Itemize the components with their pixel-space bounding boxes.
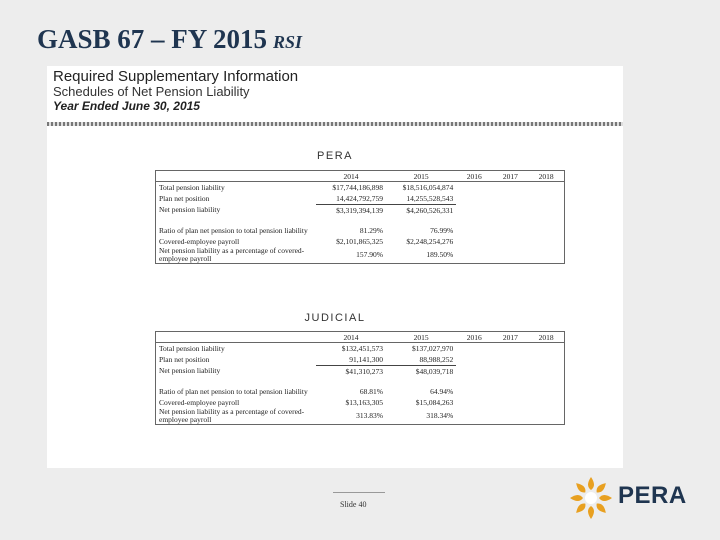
empty-year-cell	[456, 236, 492, 247]
spacer-row	[156, 377, 565, 386]
empty-year-cell	[492, 397, 528, 408]
column-header	[156, 171, 316, 182]
cell-y2014: $3,319,394,139	[336, 205, 384, 215]
row-label: Ratio of plan net pension to total pension liability	[159, 225, 308, 235]
empty-year-cell	[456, 193, 492, 205]
empty-year-cell	[456, 205, 492, 217]
row-label: Covered-employee payroll	[159, 397, 240, 407]
cell-y2014: 313.83%	[356, 411, 384, 420]
cell-y2014: 68.81%	[359, 386, 384, 396]
empty-year-cell	[528, 343, 564, 355]
cell-y2015: $18,516,054,874	[402, 182, 454, 192]
table-row	[156, 408, 565, 425]
table-row	[156, 354, 565, 366]
empty-year-cell	[492, 205, 528, 217]
cell-y2014: $132,451,573	[341, 343, 384, 353]
slide-number: Slide 40	[340, 500, 367, 509]
empty-year-cell	[456, 354, 492, 366]
table-header-row	[156, 171, 565, 182]
empty-year-cell	[528, 386, 564, 397]
row-label: Total pension liability	[159, 343, 225, 353]
cell-y2014: 157.90%	[356, 250, 384, 259]
column-header	[156, 332, 316, 343]
cell-y2014: $2,101,865,325	[336, 236, 384, 246]
cell-y2015: 189.50%	[426, 250, 454, 259]
document-header	[47, 66, 623, 113]
empty-year-cell	[492, 408, 528, 425]
column-header: 2016	[456, 171, 492, 182]
column-header: 2015	[386, 171, 456, 182]
empty-year-cell	[492, 193, 528, 205]
cell-y2015: 76.99%	[430, 225, 454, 235]
table-row	[156, 205, 565, 217]
column-header: 2015	[386, 332, 456, 343]
empty-year-cell	[456, 366, 492, 378]
cell-y2014: $41,310,273	[345, 366, 384, 376]
empty-year-cell	[492, 225, 528, 236]
table-row	[156, 247, 565, 264]
empty-year-cell	[456, 225, 492, 236]
empty-year-cell	[528, 193, 564, 205]
empty-year-cell	[492, 247, 528, 264]
cell-y2014: $17,744,186,898	[332, 182, 384, 192]
pera-sun-icon	[568, 475, 614, 521]
table-row	[156, 193, 565, 205]
spacer-row	[156, 216, 565, 225]
cell-y2015: $2,248,254,276	[406, 236, 454, 246]
empty-year-cell	[456, 386, 492, 397]
table-row	[156, 343, 565, 355]
empty-year-cell	[456, 247, 492, 264]
row-label: Net pension liability	[159, 205, 221, 215]
empty-year-cell	[528, 354, 564, 366]
footer-divider	[333, 492, 385, 493]
empty-year-cell	[528, 236, 564, 247]
document-title: Required Supplementary Information	[53, 68, 299, 85]
empty-year-cell	[528, 397, 564, 408]
cell-y2015: $48,039,718	[415, 366, 454, 376]
row-label: Net pension liability as a percentage of covered-employee payroll	[159, 407, 305, 424]
slide-title	[37, 24, 302, 55]
empty-year-cell	[492, 386, 528, 397]
table-row	[156, 386, 565, 397]
empty-year-cell	[456, 408, 492, 425]
empty-year-cell	[528, 225, 564, 236]
empty-year-cell	[492, 354, 528, 366]
row-label: Plan net position	[159, 193, 210, 203]
cell-y2014: 14,424,792,759	[316, 193, 386, 205]
cell-y2014: 81.29%	[359, 225, 384, 235]
pera-section-title: PERA	[317, 150, 353, 162]
row-label: Ratio of plan net pension to total pension liability	[159, 386, 308, 396]
document-year-line: Year Ended June 30, 2015	[53, 99, 200, 113]
cell-y2015: $137,027,970	[411, 343, 454, 353]
cell-y2015: $4,260,526,331	[406, 205, 454, 215]
logo-text: PERA	[618, 482, 687, 509]
judicial-section-title: JUDICIAL	[304, 312, 366, 324]
column-header: 2018	[528, 171, 564, 182]
table-row	[156, 225, 565, 236]
cell-y2015: $15,084,263	[415, 397, 454, 407]
table-row	[156, 182, 565, 194]
table-row	[156, 366, 565, 378]
pera-logo	[568, 474, 688, 522]
empty-year-cell	[456, 182, 492, 194]
empty-year-cell	[456, 343, 492, 355]
header-divider	[47, 122, 623, 126]
column-header: 2016	[456, 332, 492, 343]
row-label: Total pension liability	[159, 182, 225, 192]
cell-y2015: 88,988,252	[386, 354, 456, 366]
cell-y2015: 318.34%	[426, 411, 454, 420]
table-header-row	[156, 332, 565, 343]
document-subtitle: Schedules of Net Pension Liability	[53, 84, 250, 99]
empty-year-cell	[492, 182, 528, 194]
slide-title-suffix: RSI	[273, 32, 303, 52]
cell-y2014: 91,141,300	[316, 354, 386, 366]
row-label: Plan net position	[159, 354, 210, 364]
cell-y2014: $13,163,305	[345, 397, 384, 407]
pera-table	[155, 170, 565, 264]
rsi-document-image	[47, 66, 623, 468]
empty-year-cell	[492, 366, 528, 378]
column-header: 2018	[528, 332, 564, 343]
empty-year-cell	[528, 205, 564, 217]
empty-year-cell	[528, 182, 564, 194]
row-label: Net pension liability as a percentage of covered-employee payroll	[159, 246, 305, 263]
row-label: Covered-employee payroll	[159, 236, 240, 246]
empty-year-cell	[492, 236, 528, 247]
empty-year-cell	[528, 408, 564, 425]
empty-year-cell	[492, 343, 528, 355]
judicial-table	[155, 331, 565, 425]
cell-y2015: 14,255,528,543	[386, 193, 456, 205]
empty-year-cell	[528, 366, 564, 378]
column-header: 2014	[316, 171, 386, 182]
column-header: 2017	[492, 171, 528, 182]
slide-title-text: GASB 67 – FY 2015	[37, 24, 268, 54]
column-header: 2017	[492, 332, 528, 343]
row-label: Net pension liability	[159, 366, 221, 376]
empty-year-cell	[528, 247, 564, 264]
empty-year-cell	[456, 397, 492, 408]
cell-y2015: 64.94%	[430, 386, 454, 396]
column-header: 2014	[316, 332, 386, 343]
